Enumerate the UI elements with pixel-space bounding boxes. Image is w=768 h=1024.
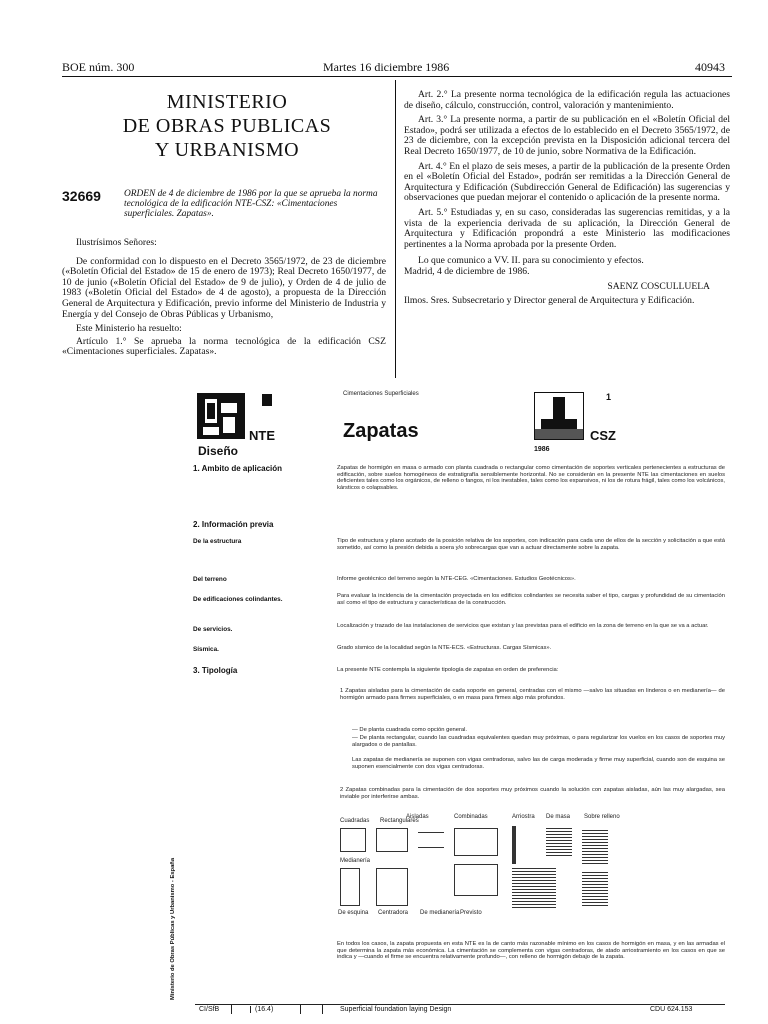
footer-divider-1: [231, 1005, 232, 1014]
typology-intro: La presente NTE contempla la siguiente tipología de zapatas en orden de preferencia:: [337, 667, 559, 673]
ministry-line-3: Y URBANISMO: [154, 139, 300, 161]
fig-mass-footing: [546, 828, 572, 856]
footer-divider-3: [322, 1005, 323, 1014]
section-3-heading: 3. Tipología: [193, 666, 238, 675]
article-4: Art. 4.° En el plazo de seis meses, a partir de la publicación de la presente Orden en el «Boletín Oficial del Estado», podrán ser remitidas a la Dirección General de Arquitectura y Edificación (Subdirección General de Edificación) las sugerencias y observaciones que puedan mejorar el contenido o aplicación de la presente norma.: [404, 160, 730, 204]
typology-dash-1: — De planta cuadrada como opción general.: [352, 727, 468, 733]
column-divider: [395, 80, 396, 378]
sheet-footer-rule: [195, 1004, 725, 1005]
csz-code: CSZ: [590, 428, 616, 443]
label-sismica: Sísmica.: [193, 646, 219, 653]
footer-description: Superficial foundation laying Design: [340, 1006, 452, 1013]
left-column: [62, 238, 386, 362]
typology-item-1: 1 Zapatas aisladas para la cimentación de cada soporte en general, centradas con el mismo —salvo las situadas en linderos o en medianería— de hormigón armado para firmes superficiales, o en masa para firmes algo más profundos.: [340, 688, 725, 701]
fig-label-3: Aisladas: [406, 814, 429, 820]
ministry-title: [92, 90, 362, 162]
sheet-title: Zapatas: [343, 420, 419, 442]
resolution-paragraph: Este Ministerio ha resuelto:: [76, 323, 182, 335]
footer-cisfb: CI/SfB: [199, 1006, 220, 1013]
text-estructura: Tipo de estructura y plano acotado de la posición relativa de los soportes, con indicación para cada uno de ellos de la sección y solicitación a que está sometido, así como la presión debida a soera y/o sobrecargas que van a actuar directamente sobre la zapata.: [337, 538, 725, 551]
fig-label-7: Sobre relleno: [584, 814, 620, 820]
fig-rect-footing: [376, 828, 408, 852]
sheet-page-number: 1: [606, 392, 612, 402]
fig-boundary-footing: [340, 868, 360, 906]
label-terreno: Del terreno: [193, 576, 227, 583]
typology-figure: [336, 814, 726, 918]
sheet-top-caption: Cimentaciones Superficiales: [343, 391, 419, 397]
section-1-text: Zapatas de hormigón en masa o armado con planta cuadrada o rectangular como cimentación de soportes verticales pertenecientes a estructuras de edificación, sobre suelos homogéneos de estratigrafía sensiblemente horizontal. No se considerán en la presente NTE las cimentaciones en suelos deficientes tales como los orgánicos, de relleno o fangos, ni los inestables, tales como los expansivos, ni los de rotura frágil, tales como los volcánicos, kársticos o colapsables.: [337, 465, 725, 491]
text-colindantes: Para evaluar la incidencia de la cimentación proyectada en los edificios colindantes se necesita saber el tipo, cargas y profundidad de su cimentación así como el tipo de estructura y características de la construcción.: [337, 593, 725, 606]
section-1-heading: 1. Ambito de aplicación: [193, 464, 283, 473]
article-2: Art. 2.° La presente norma tecnológica de la edificación regula las actuaciones de diseño, cálculo, construcción, control, valoración y mantenimiento.: [404, 89, 730, 111]
label-estructura: De la estructura: [193, 538, 242, 545]
nte-logo-icon: [197, 393, 245, 439]
page-mark-block: [262, 394, 272, 406]
fig-label-4: Combinadas: [454, 814, 488, 820]
fig-hatched-block: [512, 868, 556, 908]
closing: Lo que comunico a VV. II. para su conocimiento y efectos. Madrid, 4 de diciembre de 1986.: [404, 255, 644, 277]
text-servicios: Localización y trazado de las instalaciones de servicios que existan y las previstas para el edificio en la zona de terreno en la que se va a actuar.: [337, 623, 709, 629]
article-1: Artículo 1.° Se aprueba la norma tecnológica de la edificación CSZ «Cimentaciones superficiales. Zapatas».: [62, 335, 386, 358]
label-servicios: De servicios.: [193, 626, 233, 633]
preamble-paragraph: De conformidad con lo dispuesto en el Decreto 3565/1972, de 23 de diciembre («Boletín Oficial del Estado» de 15 de enero de 1973); Real Decreto 1650/1977, de 10 de junio («Boletín Oficial del Estado» de 9 de julio), y Orden de 4 de julio de 1983 («Boletín Oficial del Estado» de 4 de agosto), a propuesta de la Dirección General de Arquitectura y Edificación, previo informe del Ministerio de Industria y Energía y del Consejo de Obras Públicas y Urbanismo,: [62, 255, 386, 320]
fig-label-6: De masa: [546, 814, 571, 820]
section-2-heading: 2. Información previa: [193, 520, 274, 529]
header-center: Martes 16 diciembre 1986: [323, 60, 450, 74]
signature: SAENZ COSCULLUELA: [607, 280, 710, 292]
fig-beam-footing: [454, 864, 498, 896]
fig-brace-column: [512, 826, 516, 864]
footer-cdu: CDU 624.153: [650, 1006, 693, 1013]
addressee: Ilmos. Sres. Subsecretario y Director general de Arquitectura y Edificación.: [404, 295, 695, 307]
text-terreno: Informe geotécnico del terreno según la NTE-CEG. «Cimentaciones. Estudios Geotécnicos».: [337, 576, 576, 582]
fig-label-11: De medianería: [420, 910, 460, 916]
typology-item-2: 2 Zapatas combinadas para la cimentación de dos soportes muy próximos cuando la solución con zapatas aisladas, aún las muy alargadas, sea inviable por interferirse ambas.: [340, 787, 725, 800]
header-page-number: 40943: [695, 60, 725, 74]
fig-label-1: Cuadradas: [340, 818, 370, 824]
label-colindantes: De edificaciones colindantes.: [193, 596, 283, 603]
fig-square-footing: [340, 828, 366, 852]
text-sismica: Grado sísmico de la localidad según la NTE-ECS. «Estructuras. Cargas Sísmicas».: [337, 645, 552, 651]
salutation: Ilustrísimos Señores:: [76, 237, 157, 248]
ministry-line-1: MINISTERIO: [166, 91, 288, 113]
header-rule: [62, 76, 732, 77]
fig-corner-footing: [376, 868, 408, 906]
fig-label-9: De esquina: [338, 910, 369, 916]
ministry-line-2: DE OBRAS PUBLICAS: [122, 115, 332, 137]
fig-label-5: Arriostra: [512, 814, 535, 820]
article-3: Art. 3.° La presente norma, a partir de su publicación en el «Boletín Oficial del Estado», podrá ser utilizada a efectos de lo establecido en el Decreto 3565/1972, de 23 de diciembre, con la excepción prevista en la Disposición adicional tercera del Real Decreto 1650/1977, de 10 de junio, sobre Normativa de la Edificación.: [404, 114, 730, 157]
fig-label-10: Centradora: [378, 910, 409, 916]
final-paragraph: En todos los casos, la zapata propuesta en esta NTE es la de canto más razonable mínimo en los casos de hormigón en masa, y en las armadas el que determina la zapata más económica. La cimentación se complementa con vigas centradoras, de atado arriostramiento en los casos en que se indica y —cuando el firme se encuentra relativamente profundo—, con relleno de hormigón debajo de la zapata.: [337, 941, 725, 961]
footer-divider-2: [300, 1005, 301, 1014]
fig-fill-footing: [582, 828, 608, 864]
fig-isolated: [418, 832, 444, 848]
fig-label-12: Previsto: [460, 910, 482, 916]
order-number: 32669: [62, 188, 101, 204]
fig-label-2: Rectangulares: [380, 818, 419, 824]
article-5: Art. 5.° Estudiadas y, en su caso, consideradas las sugerencias remitidas, y a la vista de la experiencia derivada de su aplicación, la Dirección General de Arquitectura y Edificación propondrá a este Ministerio las modificaciones pertinentes a la Norma aprobada por la presente Orden.: [404, 206, 730, 250]
fig-hatched-block-2: [582, 870, 608, 906]
header-left: BOE núm. 300: [62, 60, 135, 74]
nte-code: NTE: [249, 428, 275, 443]
typology-medianeria: Las zapatas de medianería se suponen con vigas centradoras, salvo las de carga moderada y firme muy superficial, cuando son de esquina se suponen esencialmente con dos vigas centradoras.: [352, 757, 725, 770]
sheet-year: 1986: [534, 446, 550, 453]
csz-logo-icon: [534, 392, 584, 440]
typology-dash-2: — De planta rectangular, cuando las cuadradas equivalentes quedan muy próximas, o para regularizar los vuelos en los casos de soportes muy alargados o de pantallas.: [352, 735, 725, 748]
right-column: [404, 90, 730, 311]
section-design: Diseño: [198, 444, 239, 458]
footer-classification-box: (16.4): [250, 1006, 273, 1013]
order-title: ORDEN de 4 de diciembre de 1986 por la que se aprueba la norma tecnológica de la edificación NTE-CSZ: «Cimentaciones superficiales. Zapatas».: [124, 189, 378, 219]
ministry-side-text: Ministerio de Obras Públicas y Urbanismo - España: [170, 857, 176, 1000]
fig-label-8: Medianería: [340, 858, 371, 864]
fig-combined: [454, 828, 498, 856]
